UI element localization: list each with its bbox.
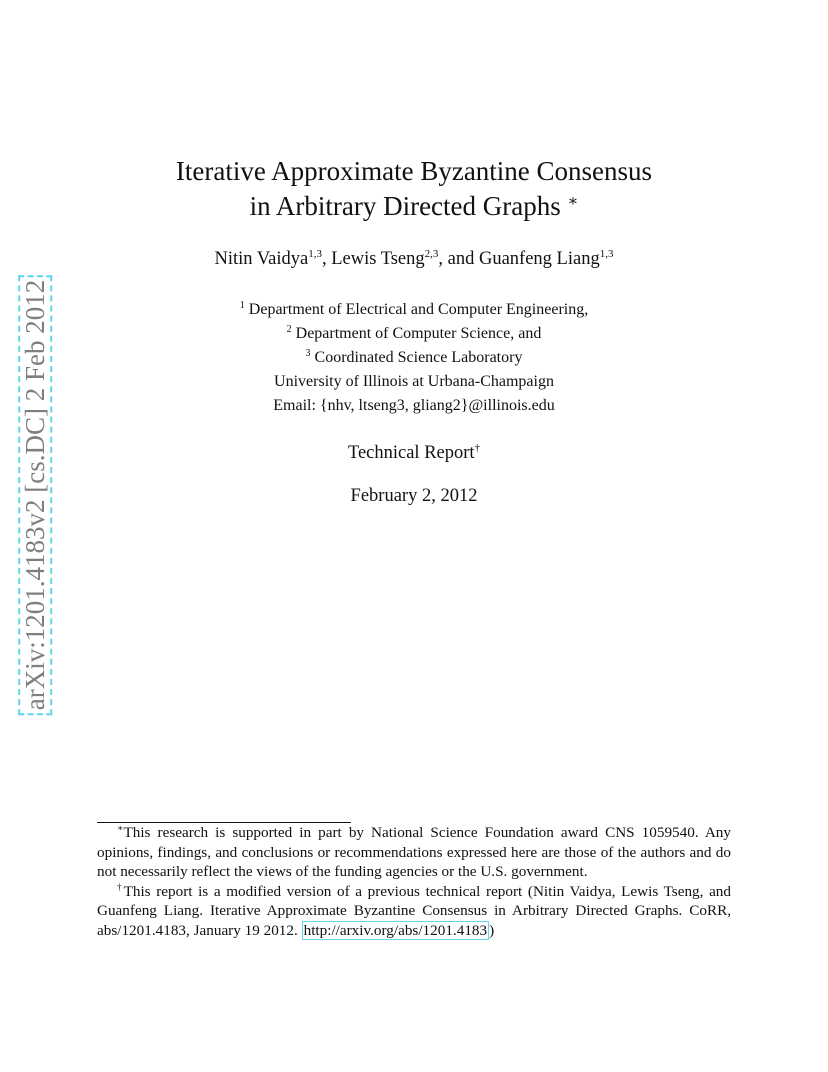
footnote-funding — [97, 823, 731, 882]
email-line: Email: {nhv, ltseng3, gliang2}@illinois.edu — [273, 397, 555, 414]
author-affiliation-marks: 2,3 — [424, 248, 439, 260]
title-line-1: Iterative Approximate Byzantine Consensus — [175, 156, 653, 186]
author-separator: , and — [438, 249, 479, 269]
footnote-close-paren: ) — [489, 921, 495, 939]
affiliation-line — [0, 346, 828, 370]
footnote-report-note — [97, 882, 731, 941]
author-affiliation-marks: 1,3 — [308, 248, 322, 260]
report-footnote-marker: † — [474, 442, 481, 454]
affiliation-number: 1 — [239, 300, 245, 311]
title-line-2 — [0, 189, 828, 224]
affiliations — [0, 298, 828, 418]
paper-title — [0, 154, 828, 224]
technical-report-label — [0, 441, 828, 465]
author-name: Lewis Tseng — [331, 249, 425, 269]
affiliation-text: Coordinated Science Laboratory — [314, 349, 523, 366]
author-name: Guanfeng Liang — [478, 249, 600, 269]
affiliation-number: 2 — [286, 324, 292, 335]
footnotes — [97, 823, 731, 940]
author-separator: , — [321, 249, 332, 269]
affiliation-text: Department of Electrical and Computer Engineering, — [248, 301, 589, 318]
footnote-text: This research is supported in part by National Science Foundation award CNS 1059540. Any opinions, findings, and conclusions or recommendations expressed here are those of the authors and do not necessarily reflect the views of the funding agencies or the U.S. government. — [97, 824, 731, 880]
author-affiliation-marks: 1,3 — [599, 248, 614, 260]
affiliation-number: 3 — [305, 348, 311, 359]
author-name: Nitin Vaidya — [214, 249, 309, 269]
report-label-text: Technical Report — [347, 443, 475, 463]
affiliation-line — [0, 298, 828, 322]
footnote-marker: ∗ — [117, 824, 124, 834]
title-line-2-text: in Arbitrary Directed Graphs — [249, 191, 561, 221]
arxiv-identifier-link[interactable]: arXiv:1201.4183v2 [cs.DC] 2 Feb 2012 — [20, 279, 50, 711]
publication-date: February 2, 2012 — [350, 486, 478, 506]
university-line: University of Illinois at Urbana-Champaign — [274, 373, 554, 390]
affiliation-line — [0, 322, 828, 346]
author-list — [0, 247, 828, 271]
affiliation-text: Department of Computer Science, and — [295, 325, 542, 342]
title-footnote-marker: ∗ — [567, 193, 579, 210]
footnote-text: This report is a modified version of a previous technical report (Nitin Vaidya, Lewis Tseng, and Guanfeng Liang. Iterative Approximate Byzantine Consensus in Arbitrary Directed Graphs. CoRR, abs/1201.4183, January 19 2012. — [97, 882, 731, 939]
arxiv-abs-link[interactable]: http://arxiv.org/abs/1201.4183 — [303, 921, 488, 939]
footnote-marker: † — [117, 882, 124, 893]
